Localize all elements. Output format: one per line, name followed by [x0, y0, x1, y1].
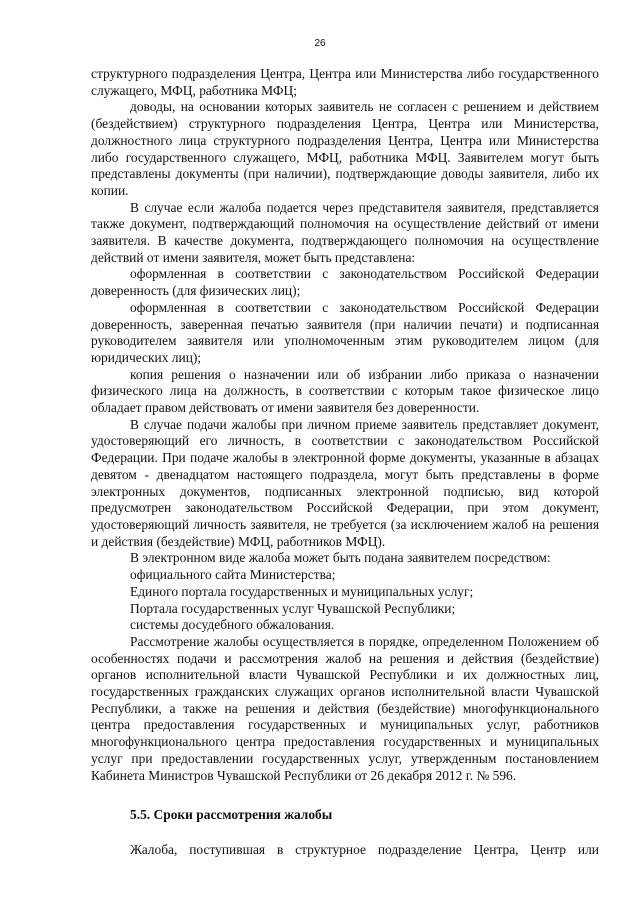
- section-heading: 5.5. Сроки рассмотрения жалобы: [130, 807, 333, 822]
- list-item-ministry-site: официального сайта Министерства;: [130, 567, 336, 583]
- list-item-unified-portal: Единого портала государственных и муниципальных услуг;: [130, 583, 474, 599]
- paragraph-review-procedure: Рассмотрение жалобы осуществляется в порядке, определенном Положением об особенностях подачи и рассмотрения жалоб на решения и действия (бездействие) органов исполнительной власти Чувашской Республики и их должностных лиц, государственных гражданских служащих органов исполнительной власти Чувашской Республики, а также на решения и действия (бездействие) многофункционального центра предоставления государственных и муниципальных услуг, работников многофункционального центра предоставления государственных и муниципальных услуг при предоставлении государственных услуг, утвержденным постановлением Кабинета Министров Чувашской Республики от 26 декабря 2012 г. № 596.: [91, 633, 599, 783]
- paragraph-appointment-decision: копия решения о назначении или об избрании либо приказа о назначении физического лица на должность, в соответствии с которым такое физическое лицо обладает правом действовать от имени заявителя без доверенности.: [91, 366, 599, 416]
- document-body: [91, 66, 599, 784]
- paragraph-arguments: доводы, на основании которых заявитель не согласен с решением и действием (бездействием) структурного подразделения Центра, Центра или Министерства, должностного лица структурного подразделения Центра, Центра или Министерства либо государственного служащего, МФЦ, работника МФЦ. Заявителем могут быть представлены документы (при наличии), подтверждающие доводы заявителя, либо их копии.: [91, 99, 599, 198]
- paragraph-power-of-attorney-individuals: оформленная в соответствии с законодательством Российской Федерации доверенность (для физических лиц);: [91, 266, 599, 299]
- paragraph-electronic-submission: В электронном виде жалоба может быть подана заявителем посредством:: [130, 550, 551, 566]
- paragraph-personal-reception: В случае подачи жалобы при личном приеме заявитель представляет документ, удостоверяющий его личность, в соответствии с законодательством Российской Федерации. При подаче жалобы в электронной форме документы, указанные в абзацах девятом - двенадцатом настоящего подраздела, могут быть представлены в форме электронных документов, подписанных электронной подписью, вид которой предусмотрен законодательством Российской Федерации, при этом документ, удостоверяющий личность заявителя, не требуется (за исключением жалоб на решения и действия (бездействие) МФЦ, работников МФЦ).: [91, 416, 599, 549]
- list-item-appeal-system: системы досудебного обжалования.: [130, 617, 335, 633]
- paragraph-representative: В случае если жалоба подается через представителя заявителя, представляется также документ, подтверждающий полномочия на осуществление действий от имени заявителя. В качестве документа, подтверждающего полномочия на осуществление действий от имени заявителя, может быть представлена:: [91, 199, 599, 265]
- paragraph-complaint-start: Жалоба, поступившая в структурное подразделение Центра, Центр или: [130, 842, 599, 857]
- list-item-chuvash-portal: Портала государственных услуг Чувашской Республики;: [130, 600, 456, 616]
- paragraph-power-of-attorney-legal-entities: оформленная в соответствии с законодательством Российской Федерации доверенность, заверенная печатью заявителя (при наличии печати) и подписанная руководителем заявителя или уполномоченным этим руководителем лицом (для юридических лиц);: [91, 299, 599, 365]
- paragraph-continuation: структурного подразделения Центра, Центра или Министерства либо государственного служащего, МФЦ, работника МФЦ;: [91, 66, 599, 98]
- page-number: 26: [314, 38, 326, 49]
